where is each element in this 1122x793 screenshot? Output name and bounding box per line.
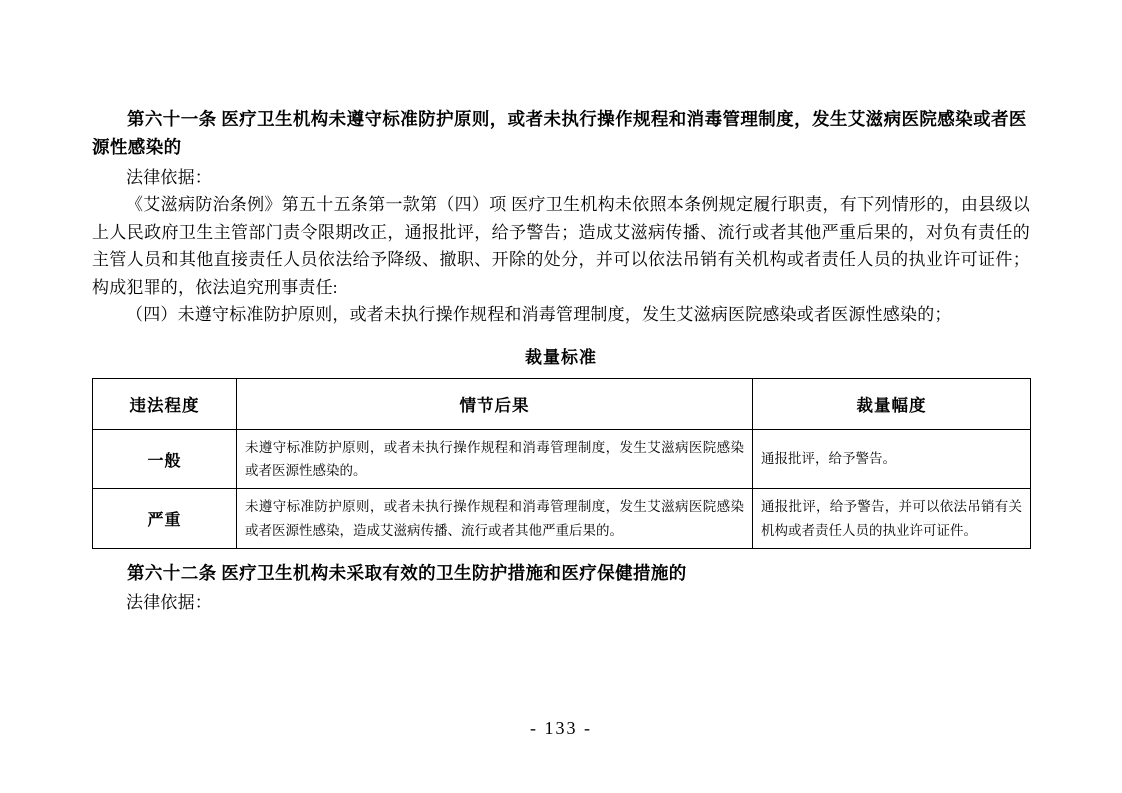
table-header-row	[93, 378, 1031, 429]
cell-detail-general: 未遵守标准防护原则，或者未执行操作规程和消毒管理制度，发生艾滋病医院感染或者医源性感染的。	[237, 429, 753, 488]
cell-range-general: 通报批评，给予警告。	[753, 429, 1031, 488]
article-61-basis-text: 《艾滋病防治条例》第五十五条第一款第（四）项 医疗卫生机构未依照本条例规定履行职责，有下列情形的，由县级以上人民政府卫生主管部门责令限期改正，通报批评，给予警告；造成艾滋病传播、流行或者其他严重后果的，对负有责任的主管人员和其他直接责任人员依法给予降级、撤职、开除的处分，并可以依法吊销有关机构或者责任人员的执业许可证件；构成犯罪的，依法追究刑事责任:	[92, 195, 1030, 297]
page-number: - 133 -	[530, 718, 592, 738]
cell-range-serious: 通报批评，给予警告，并可以依法吊销有关机构或者责任人员的执业许可证件。	[753, 489, 1031, 548]
cell-level-serious: 严重	[93, 489, 237, 548]
article-61-item-four: （四）未遵守标准防护原则，或者未执行操作规程和消毒管理制度，发生艾滋病医院感染或者医源性感染的；	[126, 305, 952, 325]
article-62-basis-label: 法律依据：	[126, 593, 212, 613]
column-header-discretion-range: 裁量幅度	[753, 378, 1031, 429]
discretion-standards-table	[92, 378, 1031, 549]
article-61-basis-label: 法律依据：	[126, 167, 212, 187]
article-62-heading: 第六十二条 医疗卫生机构未采取有效的卫生防护措施和医疗保健措施的	[127, 562, 687, 583]
cell-detail-serious: 未遵守标准防护原则，或者未执行操作规程和消毒管理制度，发生艾滋病医院感染或者医源性感染，造成艾滋病传播、流行或者其他严重后果的。	[237, 489, 753, 548]
table-row	[93, 489, 1031, 548]
column-header-circumstance-consequence: 情节后果	[237, 378, 753, 429]
column-header-violation-level: 违法程度	[93, 378, 237, 429]
cell-level-general: 一般	[93, 429, 237, 488]
discretion-table-title: 裁量标准	[525, 347, 597, 367]
table-row	[93, 429, 1031, 488]
article-61-heading: 第六十一条 医疗卫生机构未遵守标准防护原则，或者未执行操作规程和消毒管理制度，发生艾滋病医院感染或者医源性感染的	[92, 109, 1027, 158]
